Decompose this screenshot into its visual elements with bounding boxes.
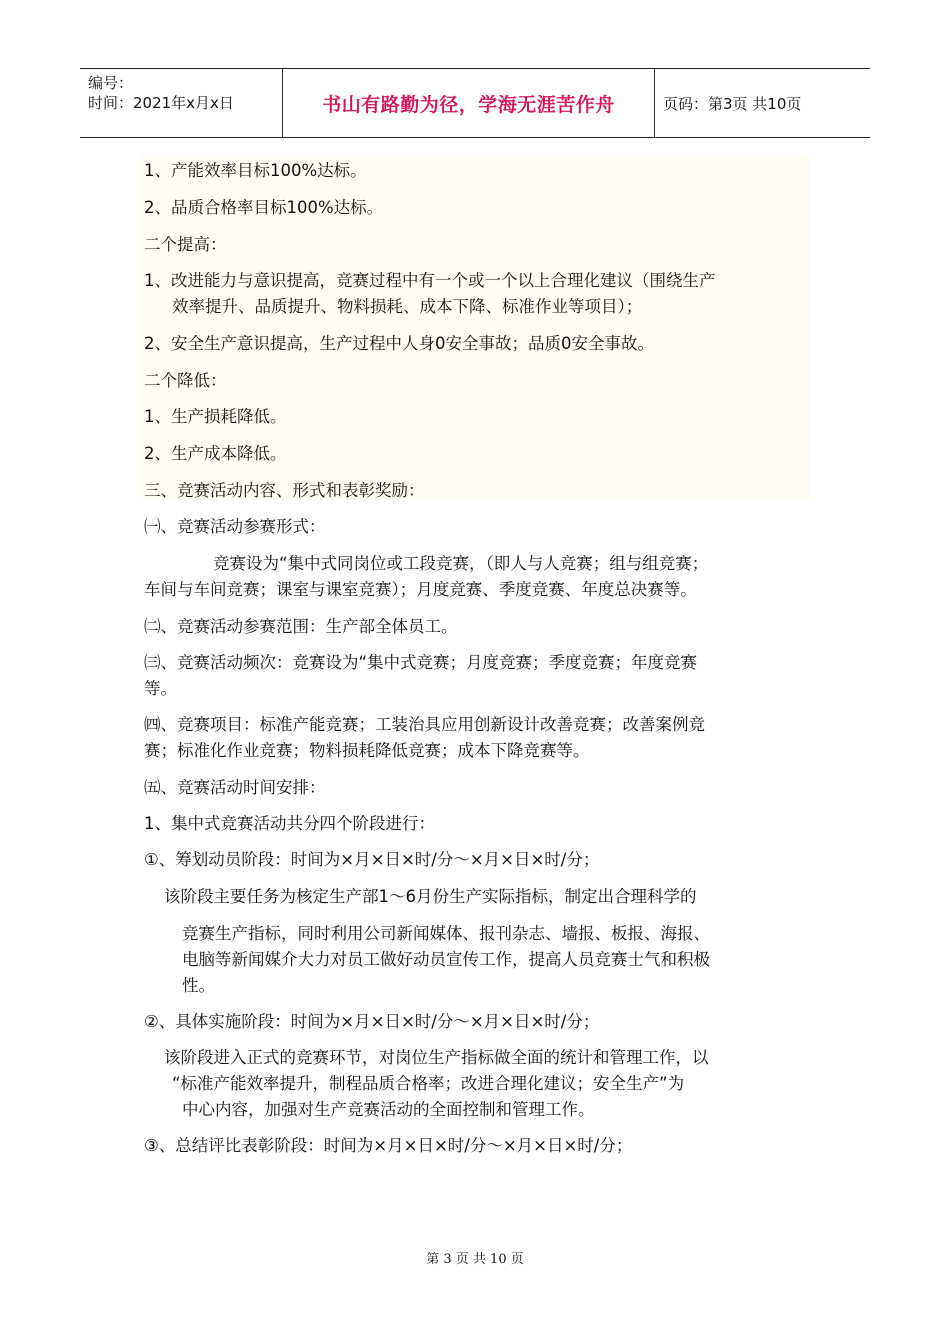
body-line: 竞赛生产指标，同时利用公司新闻媒体、报刊杂志、墙报、板报、海报、 bbox=[182, 924, 710, 943]
body-line: 该阶段进入正式的竞赛环节，对岗位生产指标做全面的统计和管理工作，以 bbox=[164, 1048, 709, 1067]
page-footer: 第 3 页 共 10 页 bbox=[426, 1252, 524, 1267]
body-line: 中心内容，加强对生产竞赛活动的全面控制和管理工作。 bbox=[182, 1100, 595, 1119]
header-table bbox=[80, 68, 870, 138]
body-line: 电脑等新闻媒介大力对员工做好动员宣传工作，提高人员竞赛士气和积极 bbox=[182, 950, 710, 969]
body-line: ㈠、竞赛活动参赛形式： bbox=[144, 517, 326, 536]
motto-text: 书山有路勤为径，学海无涯苦作舟 bbox=[322, 93, 615, 116]
header-page-cell bbox=[655, 69, 870, 137]
body-line: ㈢、竞赛活动频次：竞赛设为“集中式竞赛；月度竞赛；季度竞赛；年度竞赛 bbox=[144, 653, 698, 672]
body-line: 1、生产损耗降低。 bbox=[144, 407, 287, 426]
header-left-cell bbox=[80, 69, 283, 137]
body-line: “标准产能效率提升，制程品质合格率；改进合理化建议；安全生产”为 bbox=[172, 1074, 685, 1093]
body-line: 车间与车间竞赛；课室与课室竞赛）；月度竞赛、季度竞赛、年度总决赛等。 bbox=[144, 580, 697, 599]
body-line: 2、生产成本降低。 bbox=[144, 444, 287, 463]
body-line: 二个提高： bbox=[144, 235, 227, 254]
body-line: 1、产能效率目标100%达标。 bbox=[144, 161, 367, 180]
body-line: 效率提升、品质提升、物料损耗、成本下降、标准作业等项目）； bbox=[172, 297, 643, 316]
body-line: ①、筹划动员阶段：时间为×月×日×时/分～×月×日×时/分； bbox=[144, 850, 600, 869]
body-line: 等。 bbox=[144, 679, 177, 698]
body-line: 该阶段主要任务为核定生产部1～6月份生产实际指标，制定出合理科学的 bbox=[164, 887, 697, 906]
body-line: 1、集中式竞赛活动共分四个阶段进行： bbox=[144, 814, 435, 833]
body-line: 2、安全生产意识提高，生产过程中人身0安全事故；品质0安全事故。 bbox=[144, 334, 654, 353]
body-line: 性。 bbox=[182, 976, 215, 995]
body-line: 赛；标准化作业竞赛；物料损耗降低竞赛；成本下降竞赛等。 bbox=[144, 741, 590, 760]
body-line: ㈤、竞赛活动时间安排： bbox=[144, 778, 326, 797]
document-number-label: 编号： bbox=[88, 74, 134, 92]
body-line: 二个降低： bbox=[144, 371, 227, 390]
body-line: 竞赛设为“集中式同岗位或工段竞赛，（即人与人竞赛；组与组竞赛； bbox=[213, 554, 709, 573]
body-line: ㈣、竞赛项目：标准产能竞赛；工装治具应用创新设计改善竞赛；改善案例竞 bbox=[144, 715, 705, 734]
body-line: ③、总结评比表彰阶段：时间为×月×日×时/分～×月×日×时/分； bbox=[144, 1136, 633, 1155]
body-line: 1、改进能力与意识提高，竞赛过程中有一个或一个以上合理化建议（围绕生产 bbox=[144, 271, 716, 290]
body-line: ②、具体实施阶段：时间为×月×日×时/分～×月×日×时/分； bbox=[144, 1012, 600, 1031]
body-line: 2、品质合格率目标100%达标。 bbox=[144, 198, 384, 217]
body-line: 三、竞赛活动内容、形式和表彰奖励： bbox=[144, 481, 425, 500]
body-line: ㈡、竞赛活动参赛范围：生产部全体员工。 bbox=[144, 617, 458, 636]
document-date-label: 时间：2021年x月x日 bbox=[88, 94, 234, 112]
header-motto-cell bbox=[283, 69, 655, 137]
page-info: 页码：第3页 共10页 bbox=[663, 94, 802, 113]
